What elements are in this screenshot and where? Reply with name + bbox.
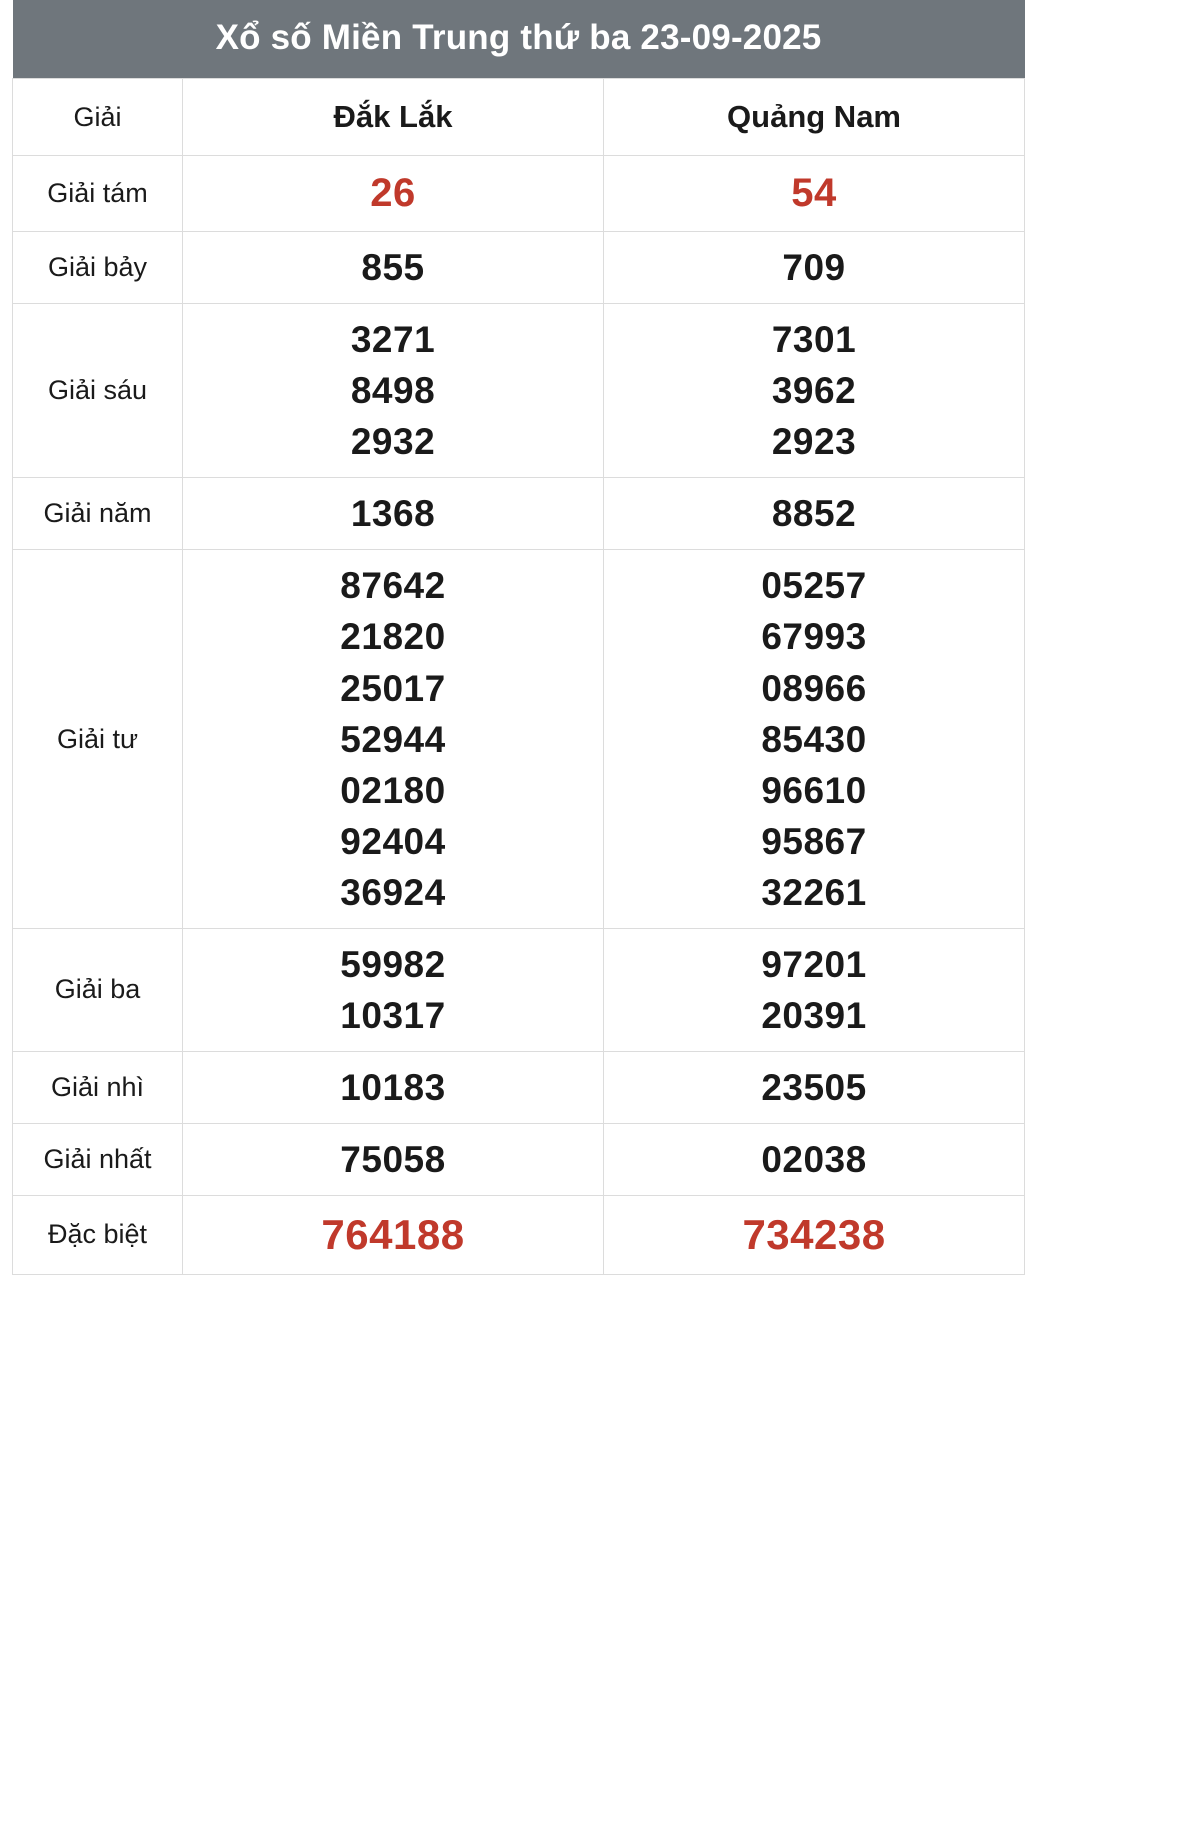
table-row	[13, 232, 1025, 304]
prize-number: 1368	[350, 493, 436, 535]
prize-number: 21820	[340, 616, 446, 658]
table-row	[13, 478, 1025, 550]
prize-label: Giải sáu	[13, 304, 183, 478]
prize-number: 855	[361, 247, 425, 289]
prize-number: 92404	[340, 820, 446, 862]
prize-number: 54	[791, 171, 837, 215]
prize-numbers-cell	[604, 1051, 1025, 1123]
prize-number: 23505	[761, 1066, 867, 1108]
prize-number: 25017	[340, 667, 446, 709]
prize-number: 10317	[340, 994, 446, 1036]
prize-number: 7301	[771, 319, 857, 361]
prize-number: 96610	[761, 769, 867, 811]
prize-label: Giải nhì	[13, 1051, 183, 1123]
prize-label: Giải tư	[13, 550, 183, 928]
table-row	[13, 928, 1025, 1051]
prize-numbers-cell	[183, 232, 604, 304]
prize-number: 26	[370, 171, 416, 215]
prize-number: 36924	[340, 871, 446, 913]
province-header-1: Đắk Lắk	[183, 79, 604, 156]
prize-number: 10183	[340, 1066, 446, 1108]
table-row	[13, 1123, 1025, 1195]
province-header-2: Quảng Nam	[604, 79, 1025, 156]
prize-number: 8852	[771, 493, 857, 535]
table-row	[13, 550, 1025, 928]
prize-number: 75058	[340, 1138, 446, 1180]
prize-number: 67993	[761, 616, 867, 658]
prize-column-header: Giải	[13, 79, 183, 156]
prize-number: 59982	[340, 943, 446, 985]
prize-label: Giải năm	[13, 478, 183, 550]
prize-number: 87642	[340, 565, 446, 607]
prize-number: 85430	[761, 718, 867, 760]
prize-number: 764188	[321, 1210, 465, 1258]
prize-number: 3271	[350, 319, 436, 361]
prize-numbers-cell	[604, 1123, 1025, 1195]
prize-numbers-cell	[604, 928, 1025, 1051]
prize-label: Giải ba	[13, 928, 183, 1051]
prize-numbers-cell	[604, 1195, 1025, 1274]
prize-label: Đặc biệt	[13, 1195, 183, 1274]
prize-number: 05257	[761, 565, 867, 607]
prize-number: 3962	[771, 370, 857, 412]
prize-number: 02180	[340, 769, 446, 811]
prize-numbers-cell	[183, 1195, 604, 1274]
lottery-results-table	[12, 0, 1025, 1275]
prize-number: 20391	[761, 994, 867, 1036]
prize-number: 52944	[340, 718, 446, 760]
prize-numbers-cell	[183, 304, 604, 478]
prize-numbers-cell	[604, 304, 1025, 478]
prize-numbers-cell	[604, 232, 1025, 304]
table-title-row	[13, 0, 1025, 79]
table-row	[13, 1051, 1025, 1123]
table-row	[13, 1195, 1025, 1274]
prize-numbers-cell	[604, 156, 1025, 232]
prize-number: 8498	[350, 370, 436, 412]
prize-label: Giải tám	[13, 156, 183, 232]
prize-number: 2932	[350, 421, 436, 463]
prize-numbers-cell	[183, 478, 604, 550]
prize-label: Giải nhất	[13, 1123, 183, 1195]
prize-number: 95867	[761, 820, 867, 862]
table-row	[13, 156, 1025, 232]
prize-number: 709	[782, 247, 846, 289]
prize-numbers-cell	[183, 550, 604, 928]
prize-numbers-cell	[183, 1123, 604, 1195]
prize-label: Giải bảy	[13, 232, 183, 304]
prize-numbers-cell	[604, 550, 1025, 928]
results-body	[13, 156, 1025, 1275]
prize-number: 97201	[761, 943, 867, 985]
prize-number: 02038	[761, 1138, 867, 1180]
table-header-row	[13, 79, 1025, 156]
prize-number: 734238	[742, 1210, 886, 1258]
prize-number: 08966	[761, 667, 867, 709]
prize-numbers-cell	[183, 156, 604, 232]
prize-numbers-cell	[183, 928, 604, 1051]
table-row	[13, 304, 1025, 478]
prize-number: 2923	[771, 421, 857, 463]
prize-numbers-cell	[183, 1051, 604, 1123]
prize-numbers-cell	[604, 478, 1025, 550]
prize-number: 32261	[761, 871, 867, 913]
page-title: Xổ số Miền Trung thứ ba 23-09-2025	[13, 0, 1025, 79]
